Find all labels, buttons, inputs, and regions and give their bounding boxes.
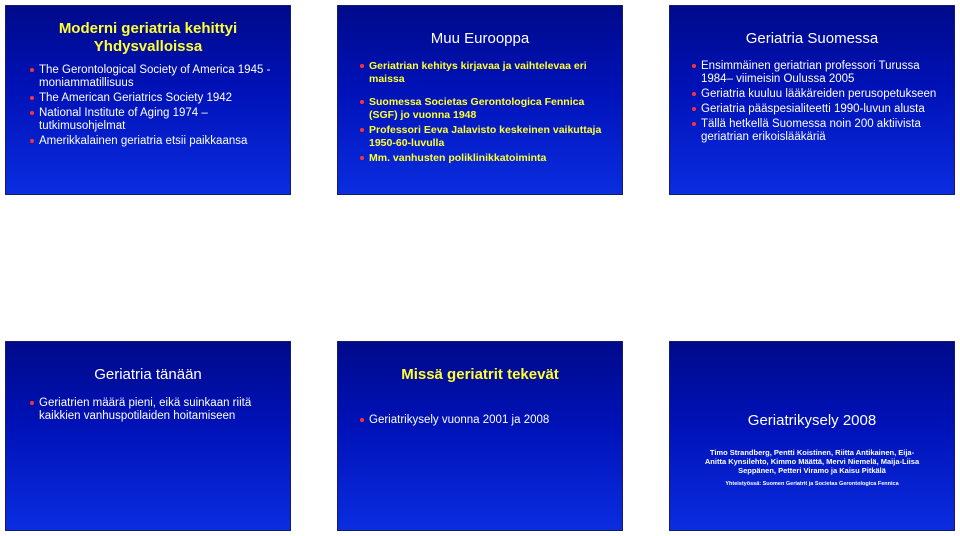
bullet-item: Professori Eeva Jalavisto keskeinen vaikuttaja 1950-60-luvulla (356, 124, 602, 150)
bullet-icon (360, 418, 364, 422)
slide-5 (337, 341, 623, 531)
bullet-icon (692, 122, 696, 126)
slide-1 (5, 5, 291, 195)
bullet-icon (360, 100, 364, 104)
slide-1-bullets (26, 64, 280, 150)
slide-4-bullets (26, 397, 280, 425)
slide-4 (5, 341, 291, 531)
slide-2-bullets (356, 60, 602, 167)
slide-5-title: Missä geriatrit tekevät (401, 366, 559, 383)
slide-3-bullets (688, 60, 940, 146)
slide-6-sponsor: Yhteistyössä: Suomen Geriatrit ja Societas Gerontologica Fennica (725, 481, 899, 487)
slide-3 (669, 5, 955, 195)
bullet-icon (30, 401, 34, 405)
bullet-item: The Gerontological Society of America 1945 - moniammatillisuus (26, 64, 280, 90)
slide-6-title: Geriatrikysely 2008 (747, 412, 877, 429)
slide-2-title: Muu Eurooppa (430, 30, 530, 47)
slide-4-title: Geriatria tänään (94, 366, 202, 383)
bullet-icon (30, 111, 34, 115)
bullet-item: The American Geriatrics Society 1942 (26, 92, 280, 105)
bullet-icon (692, 92, 696, 96)
bullet-item: Geriatrikysely vuonna 2001 ja 2008 (356, 414, 612, 427)
bullet-item: Geriatria pääspesialiteetti 1990-luvun alusta (688, 103, 940, 116)
bullet-icon (30, 96, 34, 100)
bullet-item: Mm. vanhusten poliklinikkatoiminta (356, 152, 602, 165)
bullet-icon (30, 68, 34, 72)
bullet-item: Geriatria kuuluu lääkäreiden perusopetukseen (688, 88, 940, 101)
bullet-item: National Institute of Aging 1974 – tutkimusohjelmat (26, 107, 280, 133)
slide-6-authors: Timo Strandberg, Pentti Koistinen, Riitta Antikainen, Eija-Anitta Kynsilehto, Kimmo Määttä, Mervi Niemelä, Maija-Liisa Seppänen, Petteri Viramo ja Kaisu Pitkälä (704, 448, 920, 475)
slide-1-title: Moderni geriatria kehittyi Yhdysvalloissa (58, 20, 238, 55)
bullet-item: Geriatrian kehitys kirjavaa ja vaihtelevaa eri maissa (356, 60, 602, 86)
bullet-icon (360, 64, 364, 68)
bullet-item: Tällä hetkellä Suomessa noin 200 aktiivista geriatrian erikoislääkäriä (688, 118, 940, 144)
bullet-icon (360, 128, 364, 132)
bullet-item: Geriatrien määrä pieni, eikä suinkaan riitä kaikkien vanhuspotilaiden hoitamiseen (26, 397, 280, 423)
slide-5-bullets (356, 414, 612, 429)
bullet-icon (30, 139, 34, 143)
slide-2 (337, 5, 623, 195)
slide-6 (669, 341, 955, 531)
bullet-item: Ensimmäinen geriatrian professori Turussa 1984– viimeisin Oulussa 2005 (688, 60, 940, 86)
bullet-icon (692, 107, 696, 111)
bullet-item: Suomessa Societas Gerontologica Fennica (SGF) jo vuonna 1948 (356, 96, 602, 122)
slide-3-title: Geriatria Suomessa (745, 30, 879, 47)
bullet-item: Amerikkalainen geriatria etsii paikkaansa (26, 135, 280, 148)
bullet-icon (692, 64, 696, 68)
bullet-icon (360, 156, 364, 160)
